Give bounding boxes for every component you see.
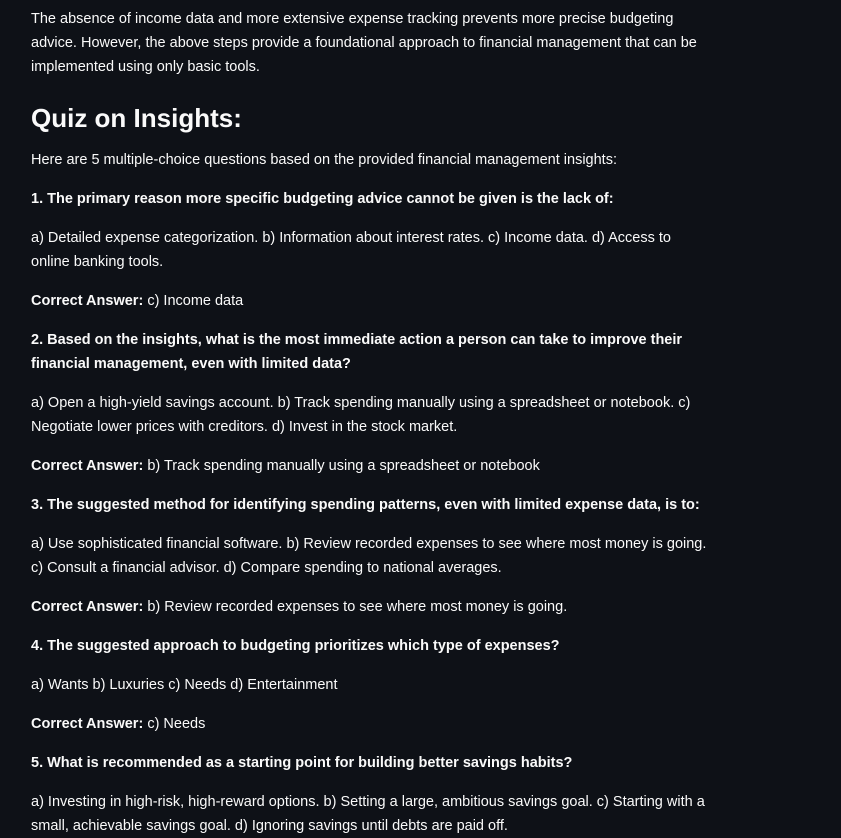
quiz-heading: Quiz on Insights: [31, 103, 242, 133]
answer-label: Correct Answer: [31, 599, 144, 615]
question-3-options: a) Use sophisticated financial software. b) Review recorded expenses to see where most money is going. c) Consult a financial advisor. d) Compare spending to national averages. [31, 536, 707, 576]
answer-value: c) Income data [147, 293, 244, 309]
answer-label: Correct Answer: [31, 293, 144, 309]
question-5-options: a) Investing in high-risk, high-reward options. b) Setting a large, ambitious savings goal. c) Starting with a small, achievable savings goal. d) Ignoring savings until debts are paid off. [31, 794, 705, 834]
question-3-answer [31, 595, 711, 619]
question-4-answer [31, 712, 711, 736]
answer-value: b) Track spending manually using a spreadsheet or notebook [147, 458, 540, 474]
answer-value: c) Needs [147, 716, 206, 732]
intro-paragraph: The absence of income data and more extensive expense tracking prevents more precise budgeting advice. However, the above steps provide a foundational approach to financial management that can be implemented using only basic tools. [31, 11, 697, 75]
question-1-answer [31, 289, 711, 313]
question-2-answer [31, 454, 711, 478]
question-4: 4. The suggested approach to budgeting prioritizes which type of expenses? [31, 638, 560, 654]
quiz-intro: Here are 5 multiple-choice questions based on the provided financial management insights: [31, 152, 617, 168]
question-1-options: a) Detailed expense categorization. b) Information about interest rates. c) Income data. d) Access to online banking tools. [31, 230, 671, 270]
question-1: 1. The primary reason more specific budgeting advice cannot be given is the lack of: [31, 191, 614, 207]
answer-label: Correct Answer: [31, 716, 144, 732]
question-2: 2. Based on the insights, what is the most immediate action a person can take to improve their financial management, even with limited data? [31, 332, 683, 372]
question-5: 5. What is recommended as a starting point for building better savings habits? [31, 755, 573, 771]
question-2-options: a) Open a high-yield savings account. b) Track spending manually using a spreadsheet or notebook. c) Negotiate lower prices with creditors. d) Invest in the stock market. [31, 395, 691, 435]
question-4-options: a) Wants b) Luxuries c) Needs d) Entertainment [31, 677, 338, 693]
answer-value: b) Review recorded expenses to see where most money is going. [147, 599, 568, 615]
question-3: 3. The suggested method for identifying spending patterns, even with limited expense data, is to: [31, 497, 700, 513]
answer-label: Correct Answer: [31, 458, 144, 474]
